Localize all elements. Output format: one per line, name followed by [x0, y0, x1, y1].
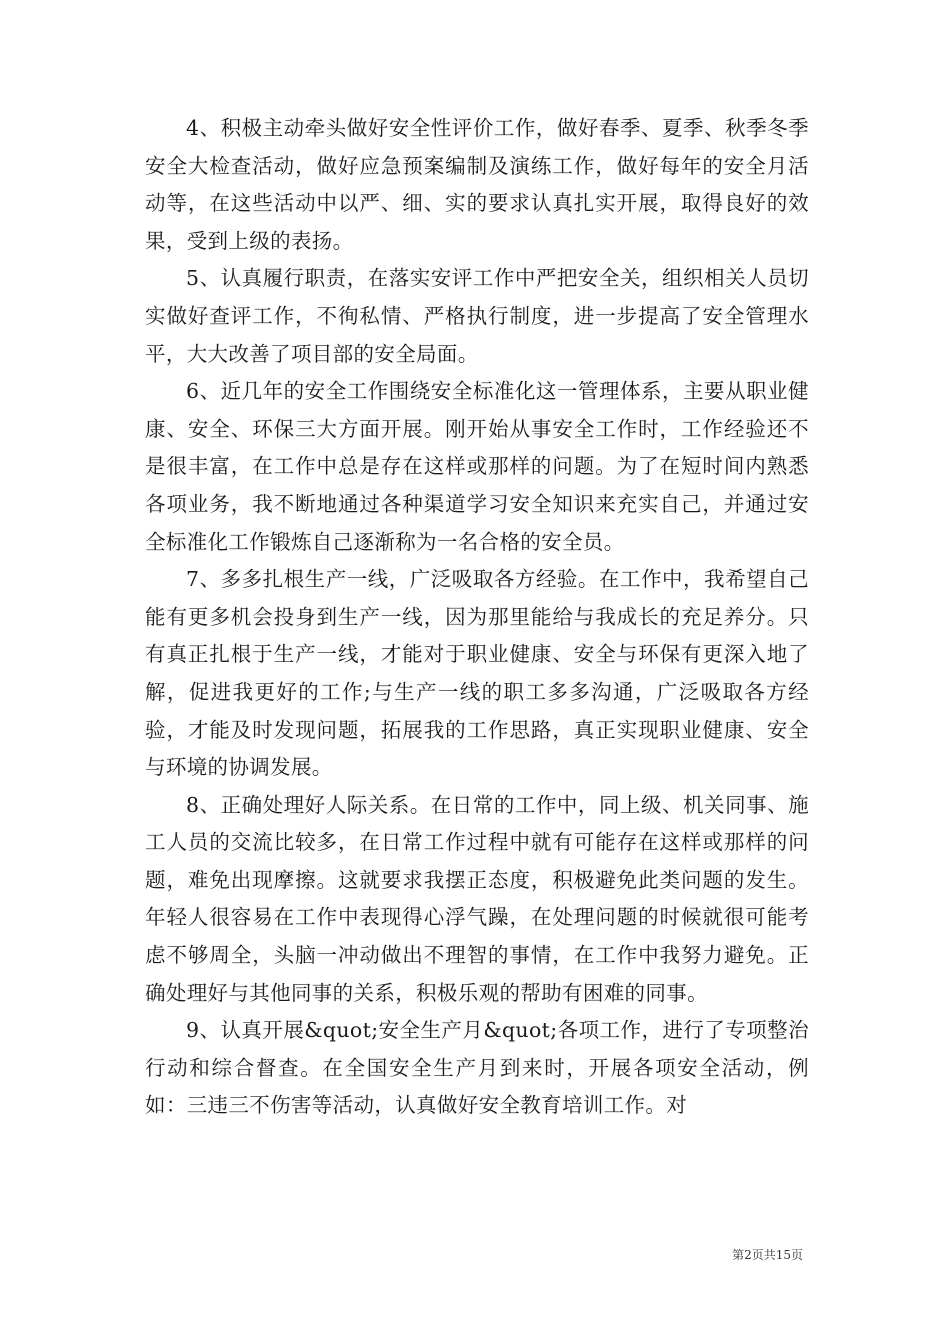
- paragraph-8: 8、正确处理好人际关系。在日常的工作中，同上级、机关同事、施工人员的交流比较多，在日常工作过程中就有可能存在这样或那样的问题，难免出现摩擦。这就要求我摆正态度，积极避免此类问题的发生。年轻人很容易在工作中表现得心浮气躁，在处理问题的时候就很可能考虑不够周全，头脑一冲动做出不理智的事情，在工作中我努力避免。正确处理好与其他同事的关系，积极乐观的帮助有困难的同事。: [145, 792, 809, 1005]
- paragraph-4: 4、积极主动牵头做好安全性评价工作，做好春季、夏季、秋季冬季安全大检查活动，做好应急预案编制及演练工作，做好每年的安全月活动等，在这些活动中以严、细、实的要求认真扎实开展，取得良好的效果，受到上级的表扬。: [145, 116, 809, 253]
- paragraph-6: 6、近几年的安全工作围绕安全标准化这一管理体系，主要从职业健康、安全、环保三大方面开展。刚开始从事安全工作时，工作经验还不是很丰富，在工作中总是存在这样或那样的问题。为了在短时间内熟悉各项业务，我不断地通过各种渠道学习安全知识来充实自己，并通过安全标准化工作锻炼自己逐渐称为一名合格的安全员。: [145, 379, 809, 554]
- paragraph-9: 9、认真开展&quot;安全生产月&quot;各项工作，进行了专项整治行动和综合督查。在全国安全生产月到来时，开展各项安全活动，例如：三违三不伤害等活动，认真做好安全教育培训工作。对: [145, 1018, 809, 1118]
- paragraph-7: 7、多多扎根生产一线，广泛吸取各方经验。在工作中，我希望自己能有更多机会投身到生产一线，因为那里能给与我成长的充足养分。只有真正扎根于生产一线，才能对于职业健康、安全与环保有更深入地了解，促进我更好的工作;与生产一线的职工多多沟通，广泛吸取各方经验，才能及时发现问题，拓展我的工作思路，真正实现职业健康、安全与环境的协调发展。: [145, 567, 809, 780]
- document-body: [145, 110, 809, 1125]
- paragraph-5: 5、认真履行职责，在落实安评工作中严把安全关，组织相关人员切实做好查评工作，不徇私情、严格执行制度，进一步提高了安全管理水平，大大改善了项目部的安全局面。: [145, 266, 809, 366]
- page-number-footer: 第2页共15页: [732, 1248, 803, 1262]
